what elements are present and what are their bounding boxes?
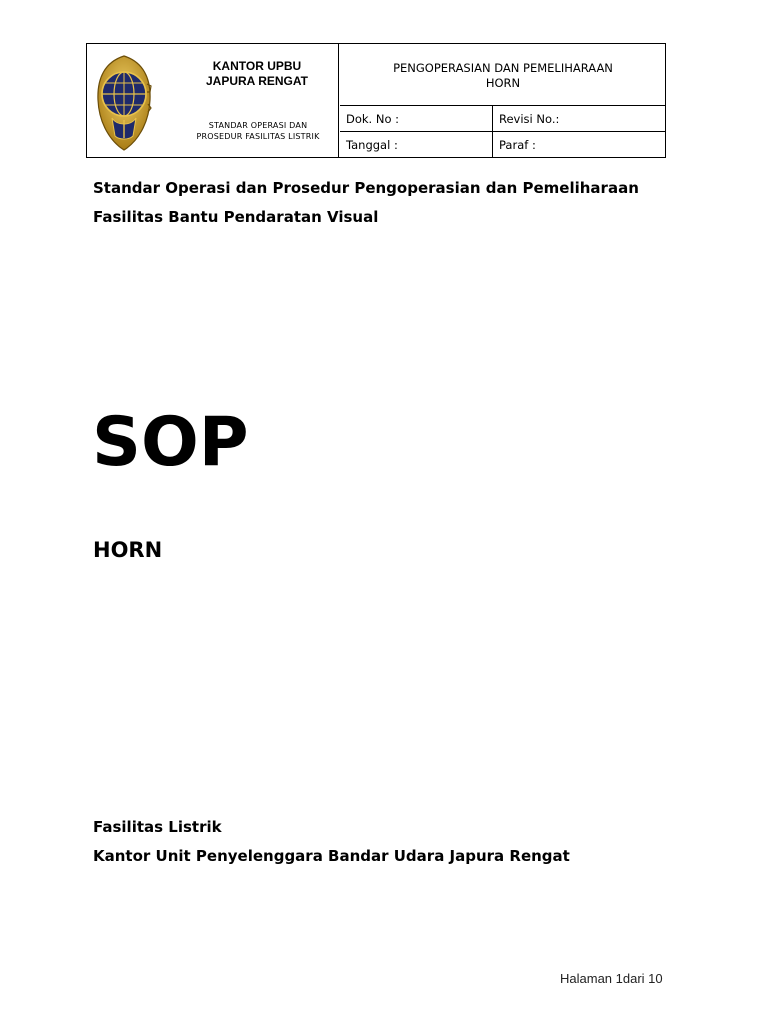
document-subtitle	[93, 174, 713, 232]
document-header-table	[86, 43, 666, 158]
office-subtitle-line2: PROSEDUR FASILITAS LISTRIK	[196, 132, 320, 141]
meta-row-date	[340, 132, 666, 157]
office-name-line2: JAPURA RENGAT	[205, 74, 308, 88]
page-number: Halaman 1dari 10	[560, 971, 663, 986]
doc-number-field: Dok. No :	[340, 106, 493, 131]
office-name	[187, 59, 327, 89]
office-subtitle-line1: STANDAR OPERASI DAN	[208, 121, 308, 130]
subtitle-line1: Standar Operasi dan Prosedur Pengoperasian dan Pemeliharaan	[93, 179, 639, 197]
facility-name: Fasilitas Listrik	[93, 818, 222, 836]
initials-field: Paraf :	[499, 137, 536, 152]
header-logo-cell	[87, 44, 339, 157]
ministry-emblem-icon	[95, 54, 153, 152]
meta-row-doc	[340, 106, 666, 132]
document-title-line2: HORN	[485, 75, 521, 90]
document-title-cell	[340, 44, 666, 106]
issuer-block	[93, 813, 713, 871]
sub-heading: HORN	[93, 538, 163, 562]
office-full-name: Kantor Unit Penyelenggara Bandar Udara Japura Rengat	[93, 847, 570, 865]
revision-field: Revisi No.:	[499, 111, 560, 126]
office-subtitle	[183, 120, 333, 142]
document-title-line1: PENGOPERASIAN DAN PEMELIHARAAN	[393, 60, 613, 75]
office-name-line1: KANTOR UPBU	[212, 59, 302, 73]
main-heading: SOP	[92, 403, 249, 482]
subtitle-line2: Fasilitas Bantu Pendaratan Visual	[93, 208, 379, 226]
date-field: Tanggal :	[340, 132, 493, 157]
